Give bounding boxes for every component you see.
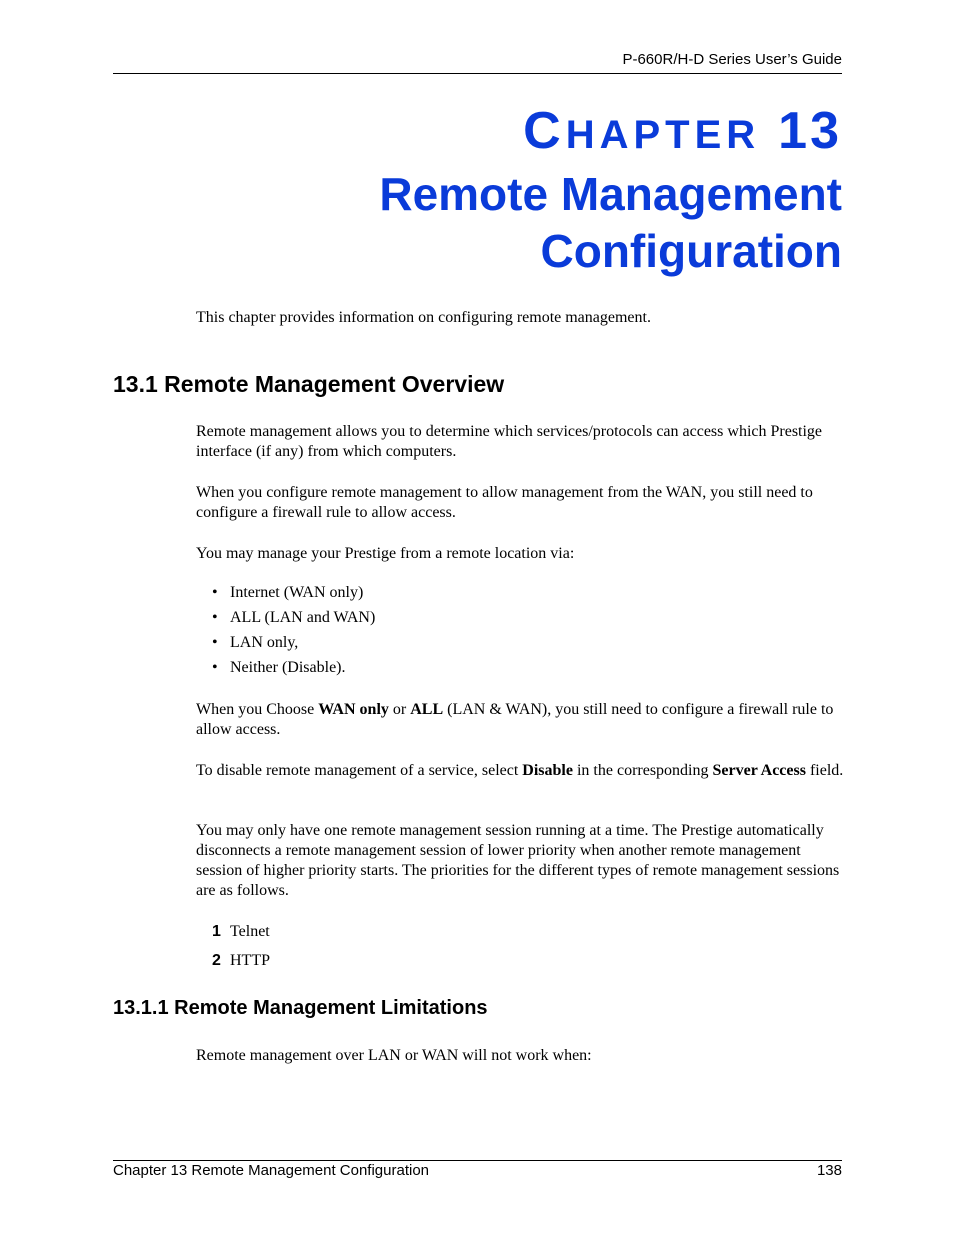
bold-term-server-access: Server Access xyxy=(712,762,806,779)
chapter-label xyxy=(523,96,842,170)
header-rule xyxy=(113,73,842,74)
footer-rule xyxy=(113,1160,842,1161)
priority-list xyxy=(212,923,270,981)
list-item-text: Telnet xyxy=(230,923,270,940)
bold-term-disable: Disable xyxy=(522,762,573,779)
text-run: in the corresponding xyxy=(572,762,713,779)
text-run: or xyxy=(388,701,411,718)
bullet-icon: • xyxy=(212,634,218,651)
chapter-number: 13 xyxy=(778,102,842,160)
section-heading-13-1: 13.1 Remote Management Overview xyxy=(113,371,505,397)
chapter-title: Remote Management Configuration xyxy=(379,168,842,277)
overview-paragraph-3: You may manage your Prestige from a remote location via: xyxy=(196,545,575,562)
overview-paragraph-2: When you configure remote management to allow management from the WAN, you still need to configure a firewall rule to allow access. xyxy=(196,484,813,521)
page-number: 138 xyxy=(816,1162,842,1179)
chapter-label-initial: C xyxy=(523,102,566,160)
list-item xyxy=(212,952,270,981)
bold-term-wan-only: WAN only xyxy=(318,701,389,718)
bullet-icon: • xyxy=(212,584,218,601)
list-number: 2 xyxy=(212,952,221,969)
text-run: When you Choose xyxy=(196,701,319,718)
chapter-label-rest: HAPTER xyxy=(565,113,761,157)
overview-paragraph-6: You may only have one remote management session running at a time. The Prestige automatically disconnects a remote management session of lower priority when another remote management session of higher priority starts. The priorities for the different types of remote management sessions are as follows. xyxy=(196,822,840,899)
limitations-paragraph-1: Remote management over LAN or WAN will not work when: xyxy=(196,1047,592,1064)
intro-paragraph: This chapter provides information on configuring remote management. xyxy=(196,309,651,326)
section-heading-13-1-1: 13.1.1 Remote Management Limitations xyxy=(113,997,488,1019)
text-run: field. xyxy=(805,762,844,779)
list-item xyxy=(212,659,375,684)
access-options-list xyxy=(212,584,375,684)
footer-chapter-title: Chapter 13 Remote Management Configuration xyxy=(113,1162,430,1179)
list-number: 1 xyxy=(212,923,221,940)
list-item-text: Neither (Disable). xyxy=(230,659,346,676)
overview-paragraph-4 xyxy=(196,700,844,740)
list-item xyxy=(212,584,375,609)
text-run: To disable remote management of a service, select xyxy=(196,762,523,779)
list-item-text: HTTP xyxy=(230,952,270,969)
list-item xyxy=(212,923,270,952)
overview-paragraph-1: Remote management allows you to determine which services/protocols can access which Prestige interface (if any) from which computers. xyxy=(196,423,823,460)
overview-paragraph-5 xyxy=(196,761,844,781)
list-item xyxy=(212,634,375,659)
bullet-icon: • xyxy=(212,659,218,676)
bold-term-all: ALL xyxy=(410,701,444,718)
list-item xyxy=(212,609,375,634)
list-item-text: LAN only, xyxy=(230,634,299,651)
bullet-icon: • xyxy=(212,609,218,626)
list-item-text: Internet (WAN only) xyxy=(230,584,364,601)
guide-title: P-660R/H-D Series User’s Guide xyxy=(622,51,842,68)
text-run: (LAN & WAN), you still need to configure a firewall rule to allow access. xyxy=(196,701,834,738)
list-item-text: ALL (LAN and WAN) xyxy=(230,609,376,626)
